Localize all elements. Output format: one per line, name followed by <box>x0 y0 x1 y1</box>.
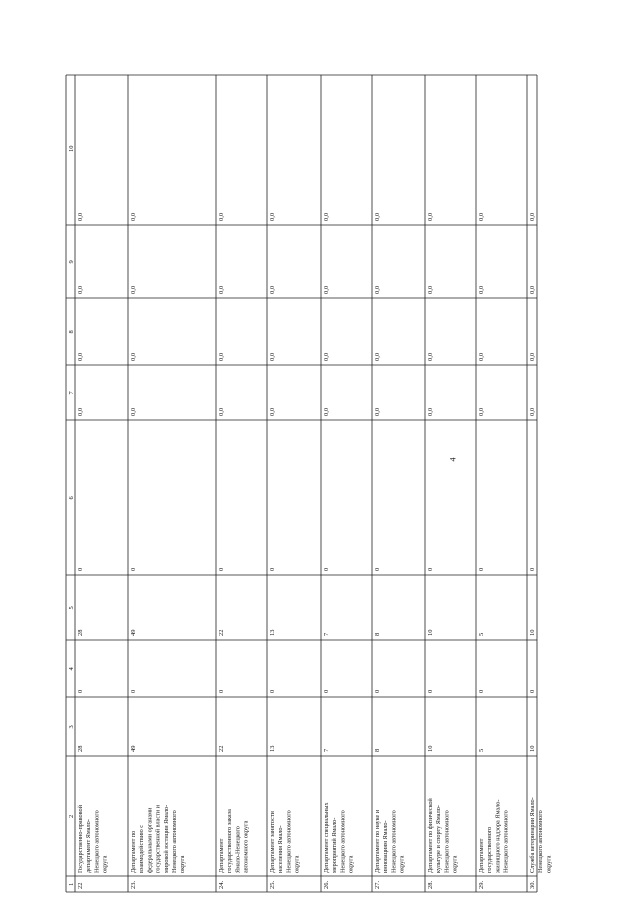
department-name-line: автономного округа <box>242 820 250 873</box>
cell-value: 0,0 <box>478 407 485 416</box>
department-name-line: инновациям Ямало- <box>382 820 390 873</box>
department-name-line: Департамент по науке и <box>374 809 381 873</box>
cell-value: 28 <box>77 745 84 752</box>
column-number-header: 8 <box>68 330 75 334</box>
column-number-header: 1 <box>68 882 75 886</box>
department-name-line: Ненецкого автономного <box>285 810 293 873</box>
cell-value: 0 <box>427 689 434 693</box>
cell-value: 0,0 <box>130 212 137 221</box>
column-number-header: 3 <box>68 725 75 729</box>
department-name-line: Ненецкого автономного <box>339 810 347 873</box>
cell-value: 0,0 <box>269 352 276 361</box>
cell-value: 8 <box>374 632 381 636</box>
cell-value: 0 <box>130 689 137 693</box>
department-name-line: Департамент <box>478 838 485 873</box>
cell-value: 10 <box>529 629 536 636</box>
department-name-line: Ненецкого автономного <box>171 810 178 873</box>
department-name-line: мероприятий Ямало- <box>331 817 339 873</box>
cell-value: 0 <box>269 567 276 571</box>
department-name-line: Ямало-Ненецкого <box>234 826 242 873</box>
table-grid <box>66 75 537 892</box>
page-number: 4 <box>448 457 458 462</box>
department-name-line: округа <box>179 855 187 873</box>
department-name-line: округа <box>398 855 406 873</box>
department-name-line: Департамент по <box>130 830 137 873</box>
cell-value: 0 <box>478 689 485 693</box>
cell-value: 0,0 <box>323 352 330 361</box>
cell-value: 0 <box>269 689 276 693</box>
department-name-line: Ненецкого автономного <box>93 810 101 873</box>
column-number-header: 9 <box>68 260 75 264</box>
cell-value: 0,0 <box>529 352 536 361</box>
cell-value: 0,0 <box>218 352 225 361</box>
department-name-line: округа <box>101 855 109 873</box>
row-number: 23. <box>130 880 137 889</box>
column-number-header: 5 <box>68 606 75 610</box>
cell-value: 0 <box>374 689 381 693</box>
department-name-line: государственной власти и <box>154 805 162 873</box>
cell-value: 28 <box>77 629 84 636</box>
cell-value: 0,0 <box>529 407 536 416</box>
row-number: 27. <box>374 880 381 889</box>
department-name-line: жилищного надзора Ямало- <box>494 799 502 873</box>
cell-value: 0 <box>77 567 84 571</box>
cell-value: 0,0 <box>269 407 276 416</box>
cell-value: 7 <box>323 748 330 752</box>
cell-value: 0,0 <box>374 352 381 361</box>
cell-value: 0,0 <box>427 285 434 294</box>
cell-value: 0,0 <box>374 407 381 416</box>
cell-value: 0,0 <box>77 212 84 221</box>
cell-value: 0,0 <box>427 407 434 416</box>
cell-value: 0 <box>218 689 225 693</box>
cell-value: 0,0 <box>323 285 330 294</box>
row-number: 25. <box>269 880 276 889</box>
row-number: 22 <box>77 882 84 889</box>
cell-value: 0,0 <box>323 212 330 221</box>
row-number: 24. <box>218 880 225 889</box>
department-name-line: государственного <box>486 826 494 873</box>
column-number-header: 4 <box>68 667 75 671</box>
cell-value: 13 <box>269 629 276 636</box>
cell-value: 0 <box>323 567 330 571</box>
department-name-line: департамент Ямало- <box>85 819 93 873</box>
cell-value: 0 <box>77 689 84 693</box>
cell-value: 10 <box>427 745 434 752</box>
cell-value: 5 <box>478 748 485 752</box>
cell-value: 0 <box>323 689 330 693</box>
cell-value: 0,0 <box>218 285 225 294</box>
cell-value: 0 <box>478 567 485 571</box>
department-name-line: федеральными органами <box>146 807 154 873</box>
department-name-line: Ненецкого автономного <box>390 810 398 873</box>
department-name-line: округа <box>451 855 459 873</box>
cell-value: 10 <box>427 629 434 636</box>
department-name-line: культуре и спорту Ямало- <box>435 805 443 873</box>
column-number-header: 6 <box>68 496 75 500</box>
cell-value: 0,0 <box>427 352 434 361</box>
cell-value: 0,0 <box>478 285 485 294</box>
cell-value: 0 <box>529 567 536 571</box>
cell-value: 0,0 <box>478 352 485 361</box>
cell-value: 0,0 <box>269 212 276 221</box>
column-number-header: 2 <box>68 814 75 818</box>
cell-value: 0,0 <box>427 212 434 221</box>
column-number-header: 7 <box>68 391 75 395</box>
cell-value: 8 <box>374 748 381 752</box>
row-number: 26. <box>323 880 330 889</box>
cell-value: 49 <box>130 629 137 636</box>
department-name-line: Ненецкого автономного <box>537 810 545 873</box>
cell-value: 0,0 <box>374 285 381 294</box>
cell-value: 0,0 <box>218 212 225 221</box>
cell-value: 7 <box>323 632 330 636</box>
department-name-line: мировой юстиции Ямало- <box>162 804 170 873</box>
department-name-line: Государственно-правовой <box>77 805 84 873</box>
cell-value: 0,0 <box>529 212 536 221</box>
department-name-line: населения Ямало- <box>277 825 285 873</box>
cell-value: 22 <box>218 629 225 636</box>
column-number-header: 10 <box>68 145 75 152</box>
department-name-line: Департамент специальных <box>323 802 330 873</box>
cell-value: 0,0 <box>323 407 330 416</box>
table-text <box>68 146 552 890</box>
cell-value: 22 <box>218 745 225 752</box>
department-name-line: Ненецкого автономного <box>502 810 510 873</box>
cell-value: 0,0 <box>529 285 536 294</box>
cell-value: 0,0 <box>130 285 137 294</box>
cell-value: 0 <box>427 567 434 571</box>
row-number: 29. <box>478 880 485 889</box>
cell-value: 49 <box>130 745 137 752</box>
cell-value: 0,0 <box>130 352 137 361</box>
cell-value: 0,0 <box>77 285 84 294</box>
department-name-line: Ненецкого автономного <box>443 810 451 873</box>
cell-value: 0 <box>218 567 225 571</box>
department-name-line: округа <box>545 855 553 873</box>
row-number: 28. <box>427 880 434 889</box>
cell-value: 0,0 <box>269 285 276 294</box>
department-name-line: Департамент <box>218 838 225 873</box>
department-name-line: округа <box>293 855 301 873</box>
cell-value: 0,0 <box>218 407 225 416</box>
cell-value: 0 <box>529 689 536 693</box>
department-name-line: государственного заказа <box>226 809 234 873</box>
department-name-line: Департамент занятости <box>269 811 276 873</box>
cell-value: 0,0 <box>374 212 381 221</box>
row-number: 30. <box>529 880 536 889</box>
department-name-line: Служба ветеринарии Ямало- <box>529 797 536 873</box>
department-name-line: округа <box>347 855 355 873</box>
cell-value: 0,0 <box>478 212 485 221</box>
cell-value: 13 <box>269 745 276 752</box>
cell-value: 0,0 <box>130 407 137 416</box>
department-name-line: Департамент по физической <box>427 798 434 873</box>
cell-value: 0,0 <box>77 407 84 416</box>
department-name-line: взаимодействию с <box>138 824 146 873</box>
cell-value: 0 <box>374 567 381 571</box>
cell-value: 5 <box>478 632 485 636</box>
cell-value: 0,0 <box>77 352 84 361</box>
cell-value: 0 <box>130 567 137 571</box>
cell-value: 10 <box>529 745 536 752</box>
